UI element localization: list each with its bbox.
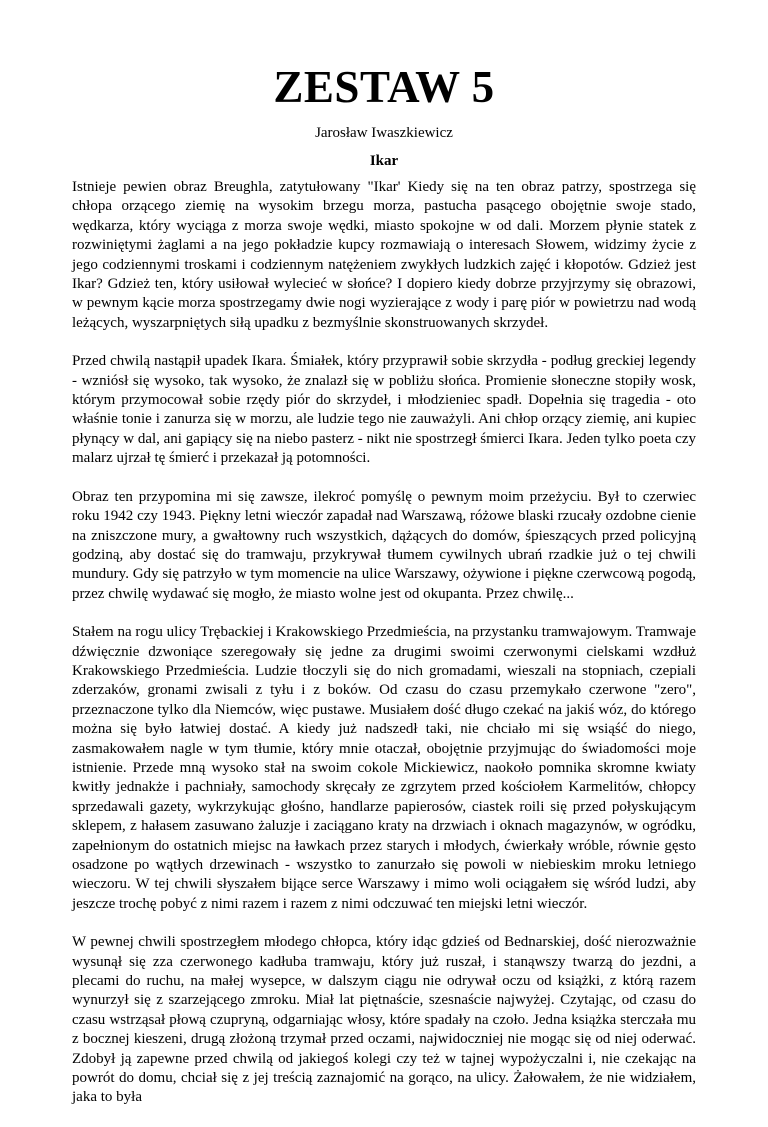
paragraph: Obraz ten przypomina mi się zawsze, ilekroć pomyślę o pewnym moim przeżyciu. Był to czerwiec roku 1942 czy 1943. Piękny letni wieczór zapadał nad Warszawą, różowe blaski rzucały ozdobne cienie na zniszczone mury, a gwałtowny ruch wszystkich, dążących do domów, śpieszących przed policyjną godziną, aby dostać się do tramwaju, przykrywał tłumem cywilnych ubrań rzadkie już o tej chwili mundury. Gdy się patrzyło w tym momencie na ulice Warszawy, ożywione i piękne czerwcową pogodą, przez chwilę wydawać się mogło, że miasto wolne jest od okupanta. Przez chwilę...	[72, 488, 696, 602]
document-page	[72, 62, 696, 1127]
document-title: ZESTAW 5	[273, 62, 495, 112]
paragraph: Stałem na rogu ulicy Trębackiej i Krakowskiego Przedmieścia, na przystanku tramwajowym. Tramwaje dźwięcznie dzwoniące szeregowały się jedne za drugimi swoimi czerwonymi cielskami wzdłuż Krakowskiego Przedmieścia. Ludzie tłoczyli się do nich gromadami, wieszali na stopniach, czepiali zderzaków, gronami zwisali z tyłu i z boków. Od czasu do czasu przemykało czerwone "zero", przeznaczone tylko dla Niemców, więc pustawe. Musiałem dość długo czekać na jakiś wóz, do którego można się było łatwiej dostać. A kiedy już nadszedł taki, nie chciało mi się wsiąść do niego, zasmakowałem nagle w tym tłumie, który mnie otaczał, obojętnie przyjmując do świadomości moje istnienie. Przede mną wysoko stał na swoim cokole Mickiewicz, naokoło pomnika skromne kwiaty kwitły jednakże i pachniały, samochody skręcały ze zgrzytem przed kościołem Karmelitów, chłopcy sprzedawali gazety, wykrzykując głośno, handlarze papierosów, ciastek roili się przed połyskującym sklepem, z hałasem zasuwano żaluzje i zaciągano kraty na drzwiach i oknach magazynów, w ogródku, zapełnionym do ostatnich miejsc na ławkach przez starych i młodych, ćwierkały wróble, równie gęsto osadzone po wątłych drzewinach - wszystko to zanurzało się powoli w niebieskim mroku letniego wieczoru. W tej chwili słyszałem bijące serce Warszawy i mimo woli ociągałem się wśród ludzi, aby jeszcze trochę pobyć z nimi razem i razem z nimi odczuwać ten miejski letni wieczór.	[72, 624, 696, 912]
document-body	[72, 178, 696, 1108]
paragraph: Istnieje pewien obraz Breughla, zatytułowany "Ikar' Kiedy się na ten obraz patrzy, spostrzega się chłopa orzącego ziemię na wysokim brzegu morza, pastucha pasącego obojętnie swoje stado, wędkarza, który wyciąga z morza swoje wędki, miasto spokojne w od dali. Morzem płynie statek z rozwiniętymi żaglami a na jego pokładzie kupcy rozmawiają o interesach Słowem, widzimy życie z jego codziennymi troskami i codziennym natężeniem zwykłych ludzkich zajęć i kłopotów. Gdzież jest Ikar? Gdzież ten, który usiłował wylecieć w słońce? I dopiero kiedy dobrze przyjrzymy się obrazowi, w pewnym kącie morza spostrzegamy dwie nogi wyzierające z wody i parę piór w powietrzu nad wodą leżących, wyszarpniętych siłą upadku z bezmyślnie skonstruowanych skrzydeł.	[72, 179, 696, 331]
author-name: Jarosław Iwaszkiewicz	[315, 125, 453, 141]
paragraph: Przed chwilą nastąpił upadek Ikara. Śmiałek, który przyprawił sobie skrzydła - podług greckiej legendy - wzniósł się wysoko, tak wysoko, że znalazł się w pobliżu słońca. Promienie słoneczne stopiły wosk, którym przymocował sobie rzędy piór do skrzydeł, i młodzieniec spadł. Dopełnia się tragedia - oto właśnie tonie i zanurza się w morzu, ale ludzie tego nie zauważyli. Ani chłop orzący ziemię, ani kupiec płynący w dal, ani gapiący się na niebo pasterz - nikt nie spostrzegł śmierci Ikara. Jeden tylko poeta czy malarz ujrzał tę śmierć i przekazał ją potomności.	[72, 353, 696, 467]
work-title: Ikar	[369, 153, 399, 169]
paragraph: W pewnej chwili spostrzegłem młodego chłopca, który idąc gdzieś od Bednarskiej, dość nierozważnie wysunął się zza czerwonego kadłuba tramwaju, który już ruszał, i stanąwszy twarzą do jezdni, a plecami do ruchu, na małej wysepce, w dalszym ciągu nie odrywał oczu od książki, z którą razem wynurzył się z szarzejącego zmroku. Miał lat piętnaście, szesnaście najwyżej. Czytając, od czasu do czasu wstrząsał płową czupryną, odgarniając włosy, które spadały na czoło. Jedna książka sterczała mu z bocznej kieszeni, drugą złożoną trzymał przed oczami, najwidoczniej nie mogąc się od niej oderwać. Zdobył ją zapewne przed chwilą od jakiegoś kolegi czy też w tajnej wypożyczalni i, nie czekając na powrót do domu, chciał się z jej treścią zaznajomić na gorąco, na ulicy. Żałowałem, że nie widziałem, jaka to była	[72, 934, 696, 1106]
